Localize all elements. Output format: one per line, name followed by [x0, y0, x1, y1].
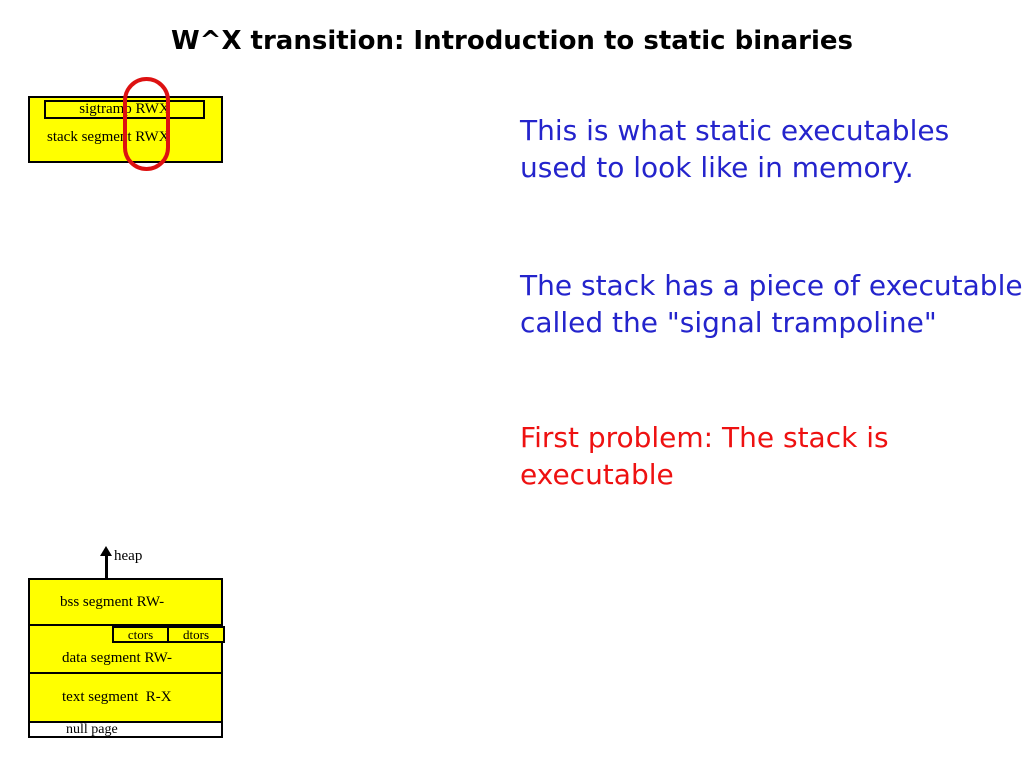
- null-page-label: null page: [66, 722, 118, 737]
- note-static-executables: [520, 112, 949, 186]
- note-signal-trampoline: [520, 267, 1023, 341]
- note-line: The stack has a piece of executable: [520, 269, 1023, 302]
- stack-segment-label: stack segment RWX: [47, 129, 170, 145]
- bss-segment-label: bss segment RW-: [60, 594, 165, 610]
- data-segment-box: [28, 624, 223, 674]
- text-segment-box: [28, 672, 223, 723]
- dtors-box: [167, 626, 225, 643]
- note-line: This is what static executables: [520, 114, 950, 147]
- text-segment-label: text segment R-X: [62, 689, 172, 705]
- note-line: used to look like in memory.: [520, 151, 914, 184]
- page-title: W^X transition: Introduction to static binaries: [170, 26, 854, 56]
- sigtramp-label: sigtramp RWX: [79, 101, 170, 117]
- bss-segment-box: [28, 578, 223, 626]
- note-line: called the "signal trampoline": [520, 306, 937, 339]
- ctors-box: [112, 626, 169, 643]
- note-line: First problem: The stack is: [520, 421, 889, 454]
- heap-arrow-shaft: [105, 554, 108, 580]
- note-first-problem: [520, 419, 889, 493]
- ctors-label: ctors: [127, 626, 154, 642]
- dtors-label: dtors: [183, 626, 209, 642]
- memory-layout-diagram: [28, 545, 223, 740]
- rwx-annotation-ellipse: [123, 77, 170, 171]
- stack-diagram: [28, 96, 223, 163]
- null-page-box: [28, 721, 223, 738]
- note-line: executable: [520, 458, 674, 491]
- data-segment-label: data segment RW-: [62, 650, 172, 666]
- heap-label: heap: [114, 548, 143, 564]
- memory-segments: [28, 578, 223, 738]
